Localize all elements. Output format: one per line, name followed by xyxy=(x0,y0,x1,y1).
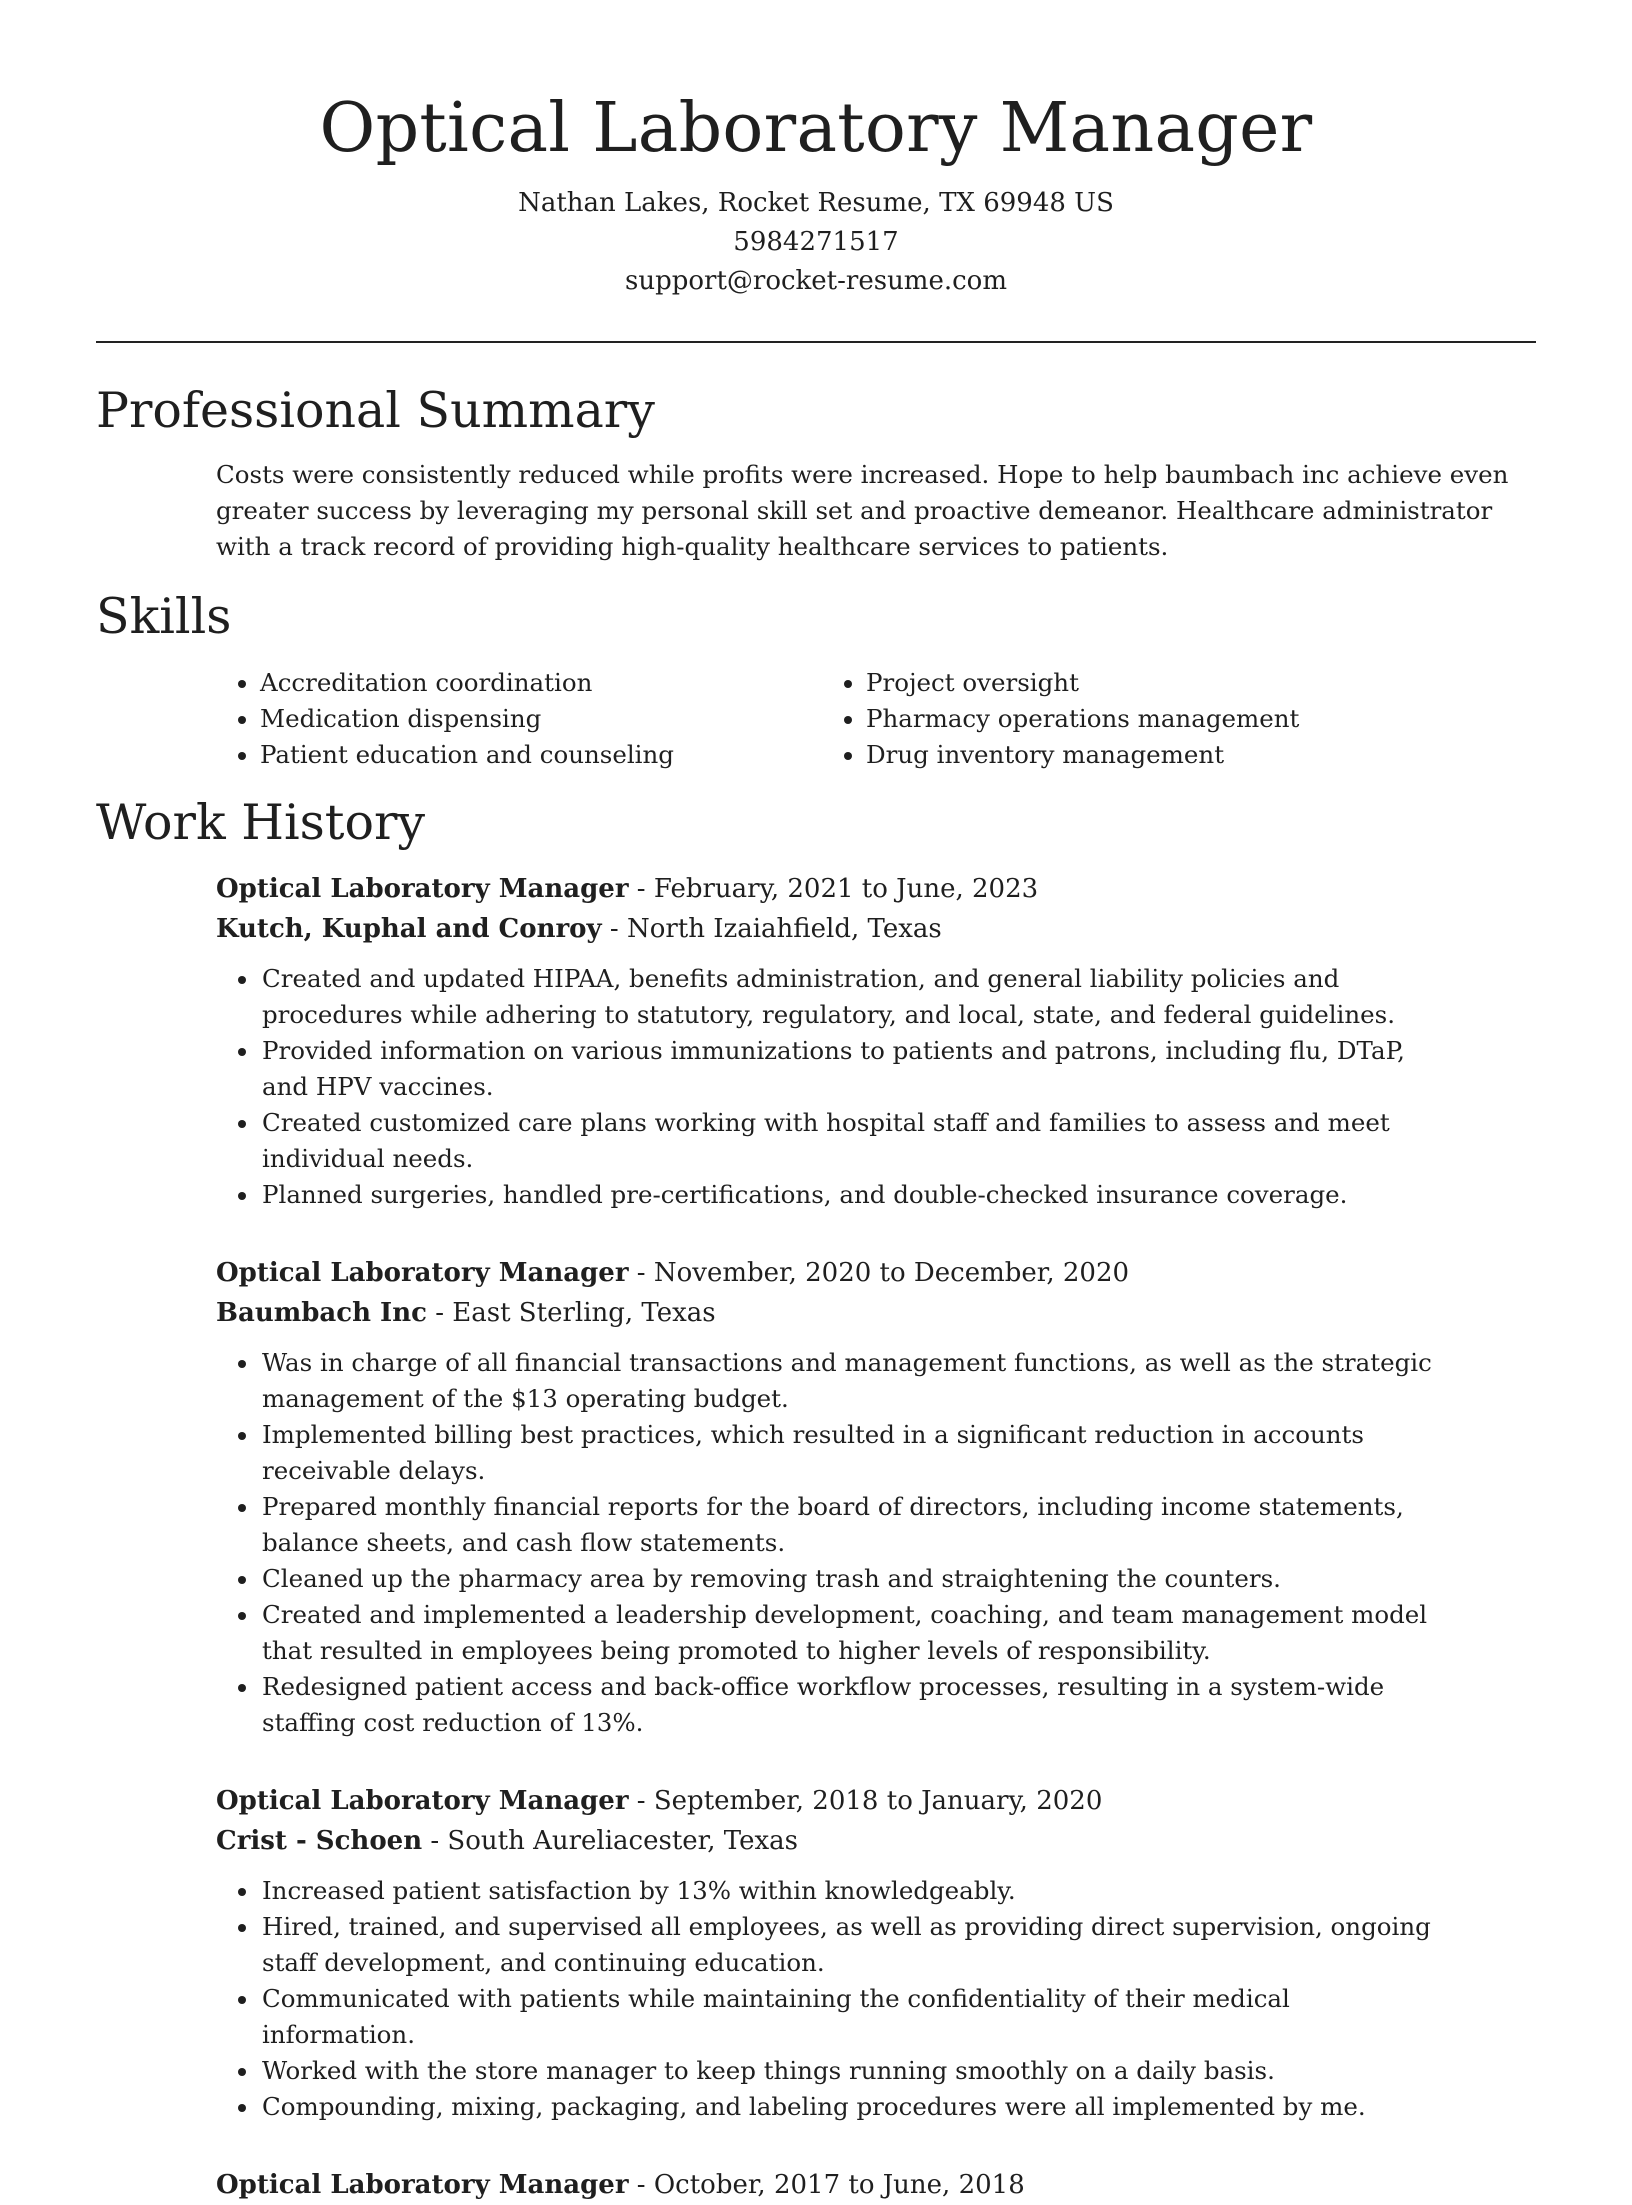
work-history-list xyxy=(216,869,1536,2205)
job-entry xyxy=(216,1253,1536,1741)
summary-heading: Professional Summary xyxy=(96,382,655,439)
job-title-line xyxy=(216,869,1536,909)
job-company: Crist - Schoen xyxy=(216,1826,423,1856)
job-company: Baumbach Inc xyxy=(216,1298,427,1328)
job-duty-item: • Redesigned patient access and back-office workflow processes, resulting in a system-wide staffing cost reduction of 13%. xyxy=(260,1669,1436,1741)
job-company-line xyxy=(216,1821,1536,1861)
job-dates: - October, 2017 to June, 2018 xyxy=(628,2170,1025,2200)
job-duty-item: • Created customized care plans working with hospital staff and families to assess and meet individual needs. xyxy=(260,1105,1436,1177)
contact-block xyxy=(96,184,1536,301)
job-duty-item: • Worked with the store manager to keep things running smoothly on a daily basis. xyxy=(260,2053,1436,2089)
job-company-line xyxy=(216,909,1536,949)
job-title-line xyxy=(216,1253,1536,1293)
contact-address: Nathan Lakes, Rocket Resume, TX 69948 US xyxy=(518,188,1114,218)
skill-item: • Accreditation coordination xyxy=(260,665,822,701)
job-duties xyxy=(216,1873,1436,2125)
job-dates: - February, 2021 to June, 2023 xyxy=(628,874,1039,904)
job-duty-item: • Communicated with patients while maintaining the confidentiality of their medical information. xyxy=(260,1981,1436,2053)
job-entry xyxy=(216,1781,1536,2125)
skills-heading: Skills xyxy=(96,588,232,645)
resume-title: Optical Laboratory Manager xyxy=(319,89,1313,168)
contact-email: support@rocket-resume.com xyxy=(624,266,1007,296)
job-location: - South Aureliacester, Texas xyxy=(422,1826,799,1856)
skill-item: • Drug inventory management xyxy=(866,737,1422,773)
skills-column-left xyxy=(216,665,822,773)
job-dates: - September, 2018 to January, 2020 xyxy=(628,1786,1103,1816)
job-duty-item: • Planned surgeries, handled pre-certifications, and double-checked insurance coverage. xyxy=(260,1177,1436,1213)
job-duty-item: • Increased patient satisfaction by 13% within knowledgeably. xyxy=(260,1873,1436,1909)
job-duties xyxy=(216,961,1436,1213)
job-entry-partial xyxy=(216,2165,1536,2205)
job-company: Kutch, Kuphal and Conroy xyxy=(216,914,602,944)
summary-text: Costs were consistently reduced while profits were increased. Hope to help baumbach inc achieve even greater success by leveraging my personal skill set and proactive demeanor. Healthcare administrator with a track record of providing high-quality healthcare services to patients. xyxy=(216,460,1509,561)
job-duty-item: • Created and updated HIPAA, benefits administration, and general liability policies and procedures while adhering to statutory, regulatory, and local, state, and federal guidelines. xyxy=(260,961,1436,1033)
job-duty-item: • Cleaned up the pharmacy area by removing trash and straightening the counters. xyxy=(260,1561,1436,1597)
job-company-line xyxy=(216,1293,1536,1333)
job-title-line xyxy=(216,1781,1536,1821)
skill-item: • Pharmacy operations management xyxy=(866,701,1422,737)
job-duty-item: • Compounding, mixing, packaging, and labeling procedures were all implemented by me. xyxy=(260,2089,1436,2125)
skill-item: • Patient education and counseling xyxy=(260,737,822,773)
job-title: Optical Laboratory Manager xyxy=(216,874,629,904)
skill-item: • Medication dispensing xyxy=(260,701,822,737)
skills-list xyxy=(216,665,1536,773)
job-duty-item: • Hired, trained, and supervised all employees, as well as providing direct supervision, ongoing staff development, and continuing education. xyxy=(260,1909,1436,1981)
job-duty-item: • Was in charge of all financial transactions and management functions, as well as the strategic management of the $13 operating budget. xyxy=(260,1345,1436,1417)
job-title: Optical Laboratory Manager xyxy=(216,1786,629,1816)
job-duty-item: • Created and implemented a leadership development, coaching, and team management model that resulted in employees being promoted to higher levels of responsibility. xyxy=(260,1597,1436,1669)
skills-column-right xyxy=(822,665,1422,773)
job-duty-item: • Implemented billing best practices, which resulted in a significant reduction in accounts receivable delays. xyxy=(260,1417,1436,1489)
job-entry xyxy=(216,869,1536,1213)
job-duty-item: • Prepared monthly financial reports for the board of directors, including income statements, balance sheets, and cash flow statements. xyxy=(260,1489,1436,1561)
job-dates: - November, 2020 to December, 2020 xyxy=(628,1258,1130,1288)
skill-item: • Project oversight xyxy=(866,665,1422,701)
work-history-heading: Work History xyxy=(96,794,426,851)
job-duty-item: • Provided information on various immunizations to patients and patrons, including flu, DTaP, and HPV vaccines. xyxy=(260,1033,1436,1105)
job-title: Optical Laboratory Manager xyxy=(216,2170,629,2200)
job-title-line xyxy=(216,2165,1536,2205)
job-duties xyxy=(216,1345,1436,1741)
resume-page xyxy=(96,0,1536,2205)
contact-phone: 5984271517 xyxy=(733,227,899,257)
job-location: - East Sterling, Texas xyxy=(426,1298,716,1328)
header-divider xyxy=(96,341,1536,343)
job-location: - North Izaiahfield, Texas xyxy=(601,914,942,944)
job-title: Optical Laboratory Manager xyxy=(216,1258,629,1288)
